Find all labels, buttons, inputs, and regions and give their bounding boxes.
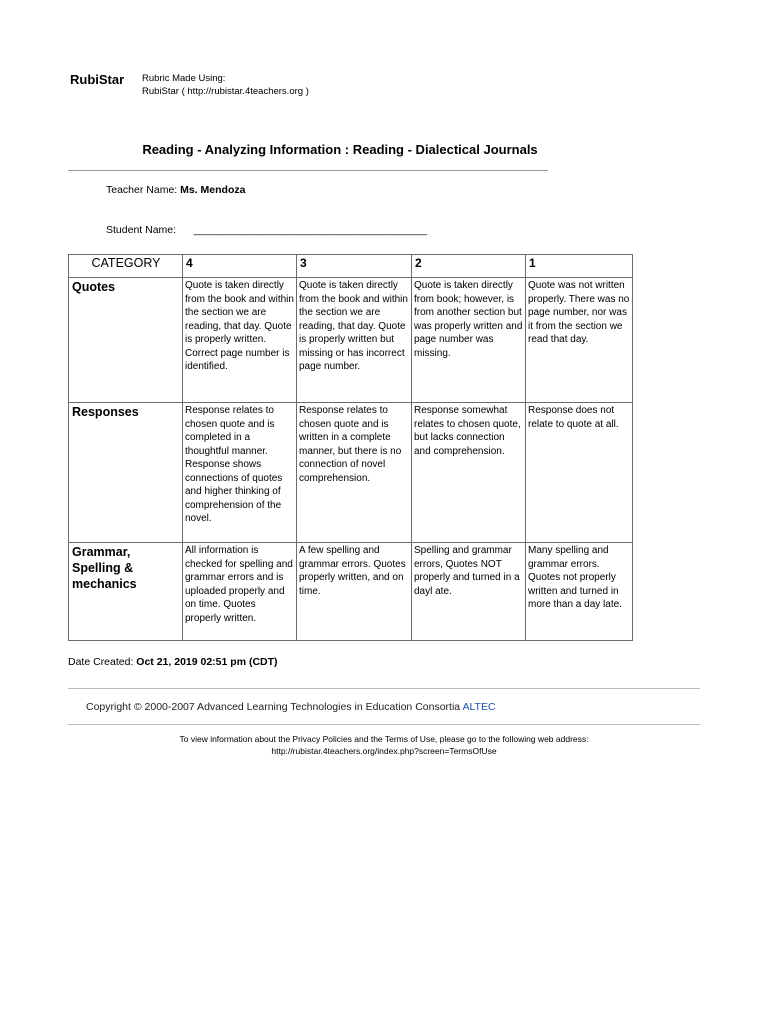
- rubric-title: Reading - Analyzing Information : Reading - Dialectical Journals: [142, 142, 538, 157]
- table-header-row: [69, 255, 633, 278]
- terms-line1: To view information about the Privacy Policies and the Terms of Use, please go to the following web address:: [179, 734, 589, 744]
- table-cell: A few spelling and grammar errors. Quotes properly written, and on time.: [297, 543, 412, 641]
- table-cell: Spelling and grammar errors, Quotes NOT properly and turned in a dayl ate.: [412, 543, 526, 641]
- row-category: Quotes: [69, 278, 183, 403]
- table-cell: Response relates to chosen quote and is written in a complete manner, but there is no connection of novel comprehension.: [297, 403, 412, 543]
- table-cell: Quote is taken directly from the book and within the section we are reading, that day. Quote is properly written but missing or has incorrect page number.: [297, 278, 412, 403]
- table-cell: Response relates to chosen quote and is completed in a thoughtful manner. Response shows connections of quotes and higher thinking of comprehension of the novel.: [183, 403, 297, 543]
- footer-divider-bottom: [68, 724, 700, 725]
- teacher-name-value: Ms. Mendoza: [180, 184, 246, 196]
- footer-divider-top: [68, 688, 700, 689]
- header-score-2: 2: [412, 255, 526, 278]
- student-name-label: Student Name:: [106, 224, 177, 236]
- date-created-value: Oct 21, 2019 02:51 pm (CDT): [136, 656, 278, 668]
- table-cell: Response does not relate to quote at all.: [526, 403, 633, 543]
- made-using-line1: Rubric Made Using:: [142, 73, 226, 84]
- table-cell: Quote is taken directly from book; however, is from another section but was properly written and page number was missing.: [412, 278, 526, 403]
- student-name-row: [106, 224, 427, 236]
- table-cell: Quote was not written properly. There was no page number, nor was it from the section we read that day.: [526, 278, 633, 403]
- made-using-note: [142, 72, 309, 98]
- copyright-line: [86, 701, 496, 713]
- table-cell: Many spelling and grammar errors. Quotes not properly written and turned in more than a day late.: [526, 543, 633, 641]
- student-name-blank: ________________________________________: [193, 224, 428, 236]
- made-using-line2: RubiStar ( http://rubistar.4teachers.org ): [142, 86, 309, 97]
- date-created-label: Date Created:: [68, 656, 134, 668]
- header-score-1: 1: [526, 255, 633, 278]
- teacher-name-row: [106, 184, 245, 196]
- terms-of-use-note: [68, 733, 700, 757]
- title-divider: [68, 170, 548, 171]
- table-cell: Response somewhat relates to chosen quote, but lacks connection and comprehension.: [412, 403, 526, 543]
- date-created-row: [68, 656, 278, 668]
- table-row: [69, 543, 633, 641]
- header-category: CATEGORY: [69, 255, 183, 278]
- teacher-name-label: Teacher Name:: [106, 184, 178, 196]
- copyright-text: Copyright © 2000-2007 Advanced Learning Technologies in Education Consortia: [86, 701, 461, 713]
- row-category: Grammar, Spelling & mechanics: [69, 543, 183, 641]
- altec-link[interactable]: ALTEC: [462, 701, 496, 713]
- table-row: [69, 403, 633, 543]
- rubric-table: [68, 254, 633, 641]
- terms-url[interactable]: http://rubistar.4teachers.org/index.php?screen=TermsOfUse: [271, 746, 497, 756]
- table-row: [69, 278, 633, 403]
- header-score-3: 3: [297, 255, 412, 278]
- header-score-4: 4: [183, 255, 297, 278]
- row-category: Responses: [69, 403, 183, 543]
- brand-name: RubiStar: [70, 72, 125, 87]
- table-cell: All information is checked for spelling and grammar errors and is uploaded properly and on time. Quotes properly written.: [183, 543, 297, 641]
- table-cell: Quote is taken directly from the book and within the section we are reading, that day. Quote is properly written. Correct page number is identified.: [183, 278, 297, 403]
